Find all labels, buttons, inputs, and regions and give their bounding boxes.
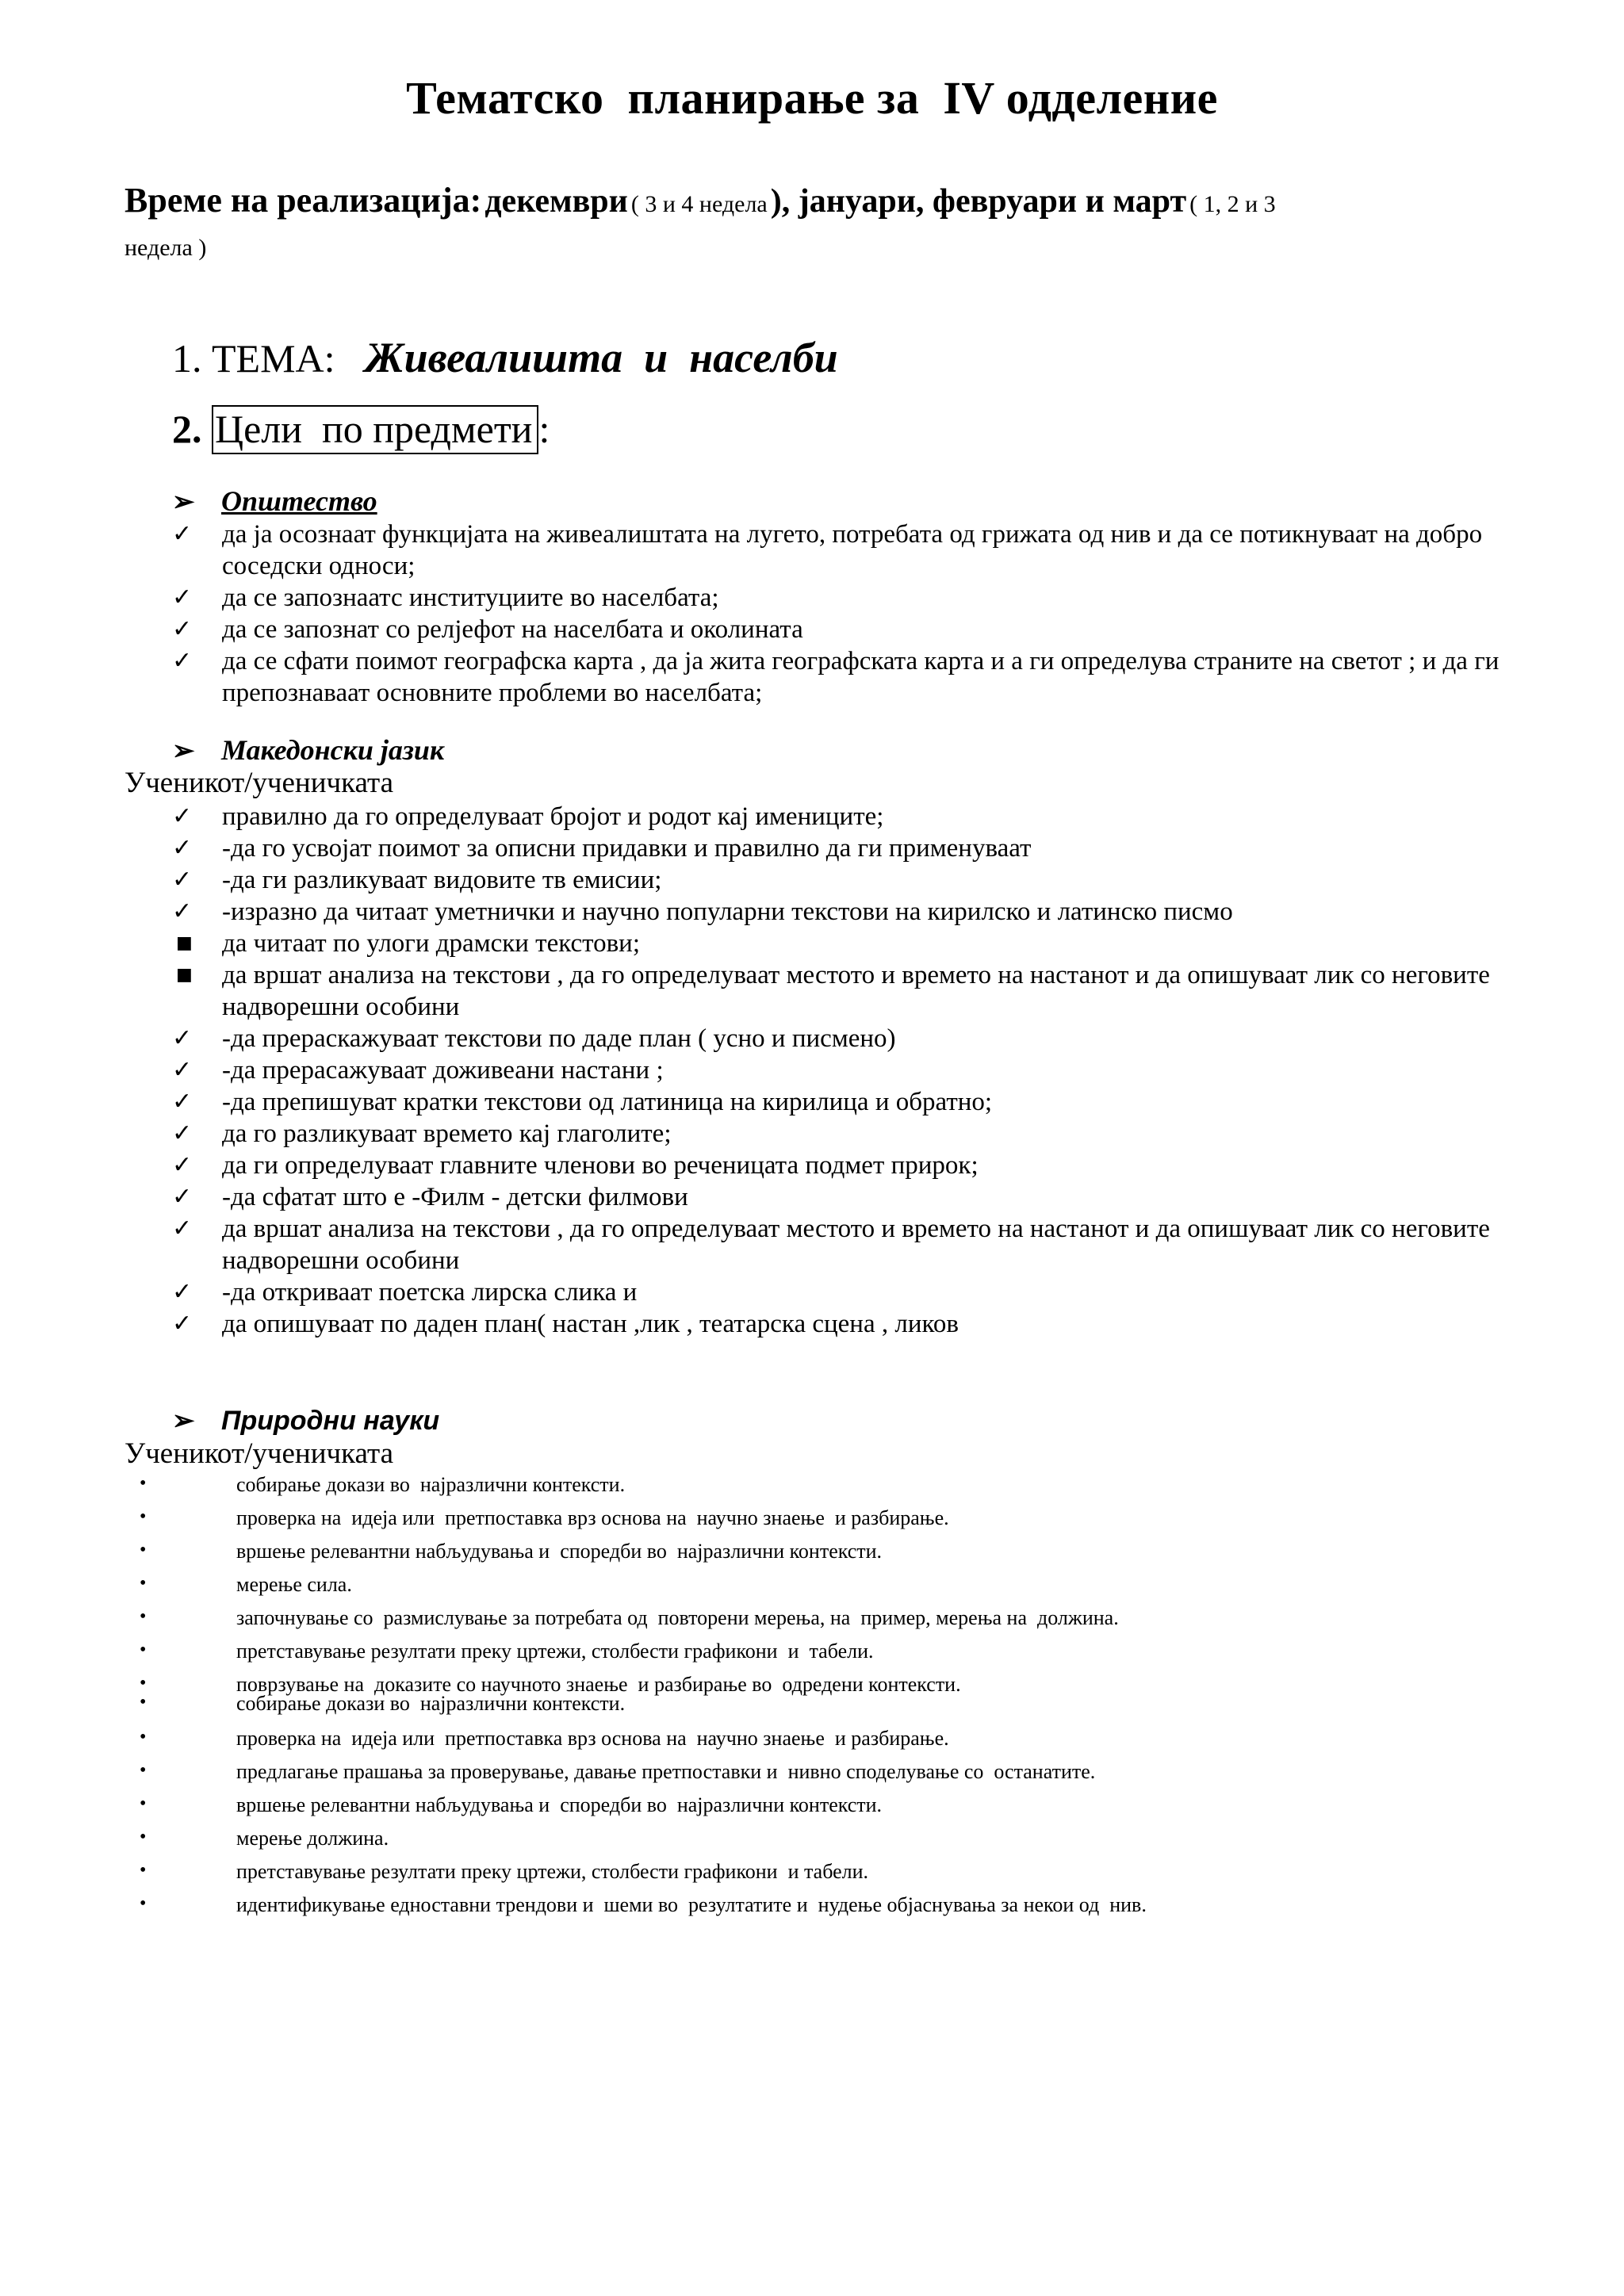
check-icon: ✓	[172, 1056, 193, 1084]
check-icon: ✓	[172, 1278, 193, 1306]
goals-number: 2.	[172, 407, 202, 451]
society-heading-label: Општество	[221, 485, 377, 517]
list-item: ✓ да се запознат со релјефот на населбата и околината	[172, 615, 803, 644]
science-heading-label: Природни науки	[221, 1406, 440, 1436]
list-item: ✓ -да прерасажуваат доживеани настани ;	[172, 1056, 664, 1085]
realization-march-weeks: ( 1, 2 и 3	[1189, 191, 1276, 217]
check-icon: ✓	[172, 615, 193, 643]
list-item: ✓ да се сфати поимот географска карта , да ја жита географската карта и а ги определува страните на светот ; и да ги препознаваат основните проблеми во населбата;	[172, 647, 1500, 707]
check-icon: ✓	[172, 834, 193, 862]
realization-period	[124, 181, 1536, 272]
check-icon: ✓	[172, 1024, 193, 1052]
check-icon: ✓	[172, 647, 193, 675]
goals-colon: :	[538, 407, 550, 451]
macedonian-heading-label: Македонски јазик	[221, 734, 445, 766]
arrow-bullet-icon: ➢	[172, 737, 195, 766]
arrow-bullet-icon: ➢	[172, 488, 195, 517]
theme-prefix: 1. ТЕМА:	[172, 336, 335, 381]
list-item: ✓ -да ги разликуваат видовите тв емисии;	[172, 866, 662, 894]
square-bullet-icon: ■	[176, 965, 193, 985]
realization-december-weeks: ( 3 и 4 недела	[630, 191, 768, 217]
bullet-icon: •	[140, 1640, 147, 1660]
check-icon: ✓	[172, 802, 193, 830]
macedonian-goals-list	[0, 801, 1562, 1340]
list-item: ✓ -да прераскажуваат текстови по даде план ( усно и писмено)	[172, 1024, 896, 1053]
list-item: ✓ правилно да го определуваат бројот и родот кај имениците;	[172, 802, 884, 831]
realization-months: , јануари, февруари и март	[781, 183, 1187, 220]
list-item: ✓ да вршат анализа на текстови , да го определуваат местото и времето на настанот и да опишуваат лик со неговите надворешни особини	[172, 1215, 1490, 1275]
check-icon: ✓	[172, 866, 193, 894]
list-item: ✓ -да сфатат што е -Филм - детски филмови	[172, 1183, 688, 1211]
bullet-icon: •	[140, 1473, 147, 1494]
list-item: ✓ да опишуваат по даден план( настан ,лик , театарска сцена , ликов	[172, 1310, 959, 1338]
subject-heading-society	[172, 484, 377, 518]
list-item: ✓ да се запознаатс институциите во населбата;	[172, 584, 719, 612]
check-icon: ✓	[172, 520, 193, 548]
bullet-icon: •	[140, 1692, 147, 1712]
bullet-icon: •	[140, 1760, 147, 1781]
theme-heading	[172, 333, 838, 382]
list-item: ✓ -да препишуват кратки текстови од латиница на кирилица и обратно;	[172, 1088, 993, 1116]
bullet-icon: •	[140, 1827, 147, 1847]
realization-label: Време на реализација:	[124, 181, 482, 220]
list-item: ✓ да го разликуваат времето кај глаголите;	[172, 1119, 672, 1148]
document-page: Тематско планирање за IV одделение Време на реализација: декември ( 3 и 4 недела ), јануари, февруари и март ( 1, 2 и 3 недела ) 1. ТЕМА: Живеалишта и населби 2. Цели по предмети : ➢ Општество ✓ да ја осознаат функцијата на живеалиштата на лугето, потребата од грижата од нив и да се потикнуваат на добро соседски односи; ✓ да се запознаатс институциите во населбата; ✓ да се запознат со релјефот на населбата и околината ✓ да се сфати поимот географска карта , да ја жита географската карта и а ги определува страните на светот ; и да ги препознаваат основните проблеми во населбата; ➢ Македонски јазик Ученикот/ученичката ✓ правилно да го определуваат бројот и родот кај имениците; ✓ -да го усвојат поимот за описни придавки и правилно да ги применуваат ✓ -да ги разликуваат видовите тв емисии; ✓ -изразно да читаат уметнички и научно популарни текстови на кирилско и латинско писмо ■ да читаат по улоги драмски текстови; ■ да вршат анализа на текстови , да го определуваат местото и времето на настанот и да опишуваат лик со неговите надворешни особини ✓ -да прераскажуваат текстови по даде план ( усно и писмено) ✓ -да прерасажуваат доживеани настани ; ✓ -да препишуват кратки текстови од латиница на кирилица и обратно; ✓ да го разликуваат времето кај глаголите; ✓ да ги определуваат главните членови во реченицата подмет прирок; ✓ -да сфатат што е -Филм - детски филмови ✓ да вршат анализа на текстови , да го определуваат местото и времето на настанот и да опишуваат лик со неговите надворешни особини ✓ -да откриваат поетска лирска слика и ✓ да опишуваат по даден план( настан ,лик , театарска сцена , ликов ➢ Природни науки Ученикот/ученичката • собирање докази во најразлични контексти. • проверка на идеја или претпоставка врз основа на научно знаење и разбирање. • вршење релевантни набљудувања и споредби во најразлични контексти. • мерење сила. • започнување со размислување за потребата од повторени мерења, на пример, мерења на должина. • претставување резултати преку цртежи, столбести графикони и табели. • поврзување на доказите со научното знаење и разбирање во одредени контексти. • собирање докази во најразлични контексти. • проверка на идеја или претпоставка врз основа на научно знаење и разбирање. • предлагање прашања за проверување, давање претпоставки и нивно споделување со останатите. • вршење релевантни набљудувања и споредби во најразлични контексти. • мерење должина. • претставување резултати преку цртежи, столбести графикони и табели. • идентификување едноставни трендови и шеми во резултатите и нудење објаснувања за некои од нив.	[0, 0, 1624, 2296]
bullet-icon: •	[140, 1506, 147, 1527]
square-bullet-icon: ■	[176, 933, 193, 953]
bullet-icon: •	[140, 1540, 147, 1560]
subject-heading-macedonian	[172, 733, 444, 767]
list-item: ✓ -да откриваат поетска лирска слика и	[172, 1278, 638, 1307]
student-label: Ученикот/ученичката	[124, 1437, 394, 1470]
list-item: ✓ -изразно да читаат уметнички и научно популарни текстови на кирилско и латинско писмо	[172, 897, 1233, 926]
check-icon: ✓	[172, 1151, 193, 1179]
bullet-icon: •	[140, 1573, 147, 1594]
check-icon: ✓	[172, 1183, 193, 1211]
check-icon: ✓	[172, 584, 193, 611]
bullet-icon: •	[140, 1793, 147, 1814]
document-title: Тематско планирање за IV одделение	[406, 72, 1218, 124]
list-item: ✓ да ги определуваат главните членови во реченицата подмет прирок;	[172, 1151, 979, 1180]
student-label: Ученикот/ученичката	[124, 767, 394, 799]
bullet-icon: •	[140, 1606, 147, 1627]
goals-label: Цели по предмети	[212, 405, 538, 454]
bullet-icon: •	[140, 1860, 147, 1881]
bullet-icon: •	[140, 1727, 147, 1747]
theme-name: Живеалишта и населби	[365, 334, 838, 381]
list-item: ■ да читаат по улоги драмски текстови;	[176, 929, 640, 958]
check-icon: ✓	[172, 897, 193, 925]
goals-heading	[172, 406, 550, 452]
bullet-icon: •	[140, 1673, 147, 1693]
realization-paren-close: )	[770, 183, 782, 220]
check-icon: ✓	[172, 1215, 193, 1242]
society-goals-list	[0, 519, 1562, 709]
bullet-icon: •	[140, 1893, 147, 1914]
check-icon: ✓	[172, 1119, 193, 1147]
realization-march-weeks-end: недела )	[124, 235, 207, 261]
check-icon: ✓	[172, 1088, 193, 1115]
list-item: ✓ да ја осознаат функцијата на живеалиштата на лугето, потребата од грижата од нив и да се потикнуваат на добро соседски односи;	[172, 520, 1483, 580]
arrow-bullet-icon: ➢	[172, 1406, 195, 1436]
subject-heading-science	[172, 1403, 439, 1437]
list-item: ■ да вршат анализа на текстови , да го определуваат местото и времето на настанот и да опишуваат лик со неговите надворешни особини	[176, 961, 1490, 1021]
list-item: ✓ -да го усвојат поимот за описни придавки и правилно да ги применуваат	[172, 834, 1032, 863]
realization-december: декември	[485, 183, 628, 220]
check-icon: ✓	[172, 1310, 193, 1337]
